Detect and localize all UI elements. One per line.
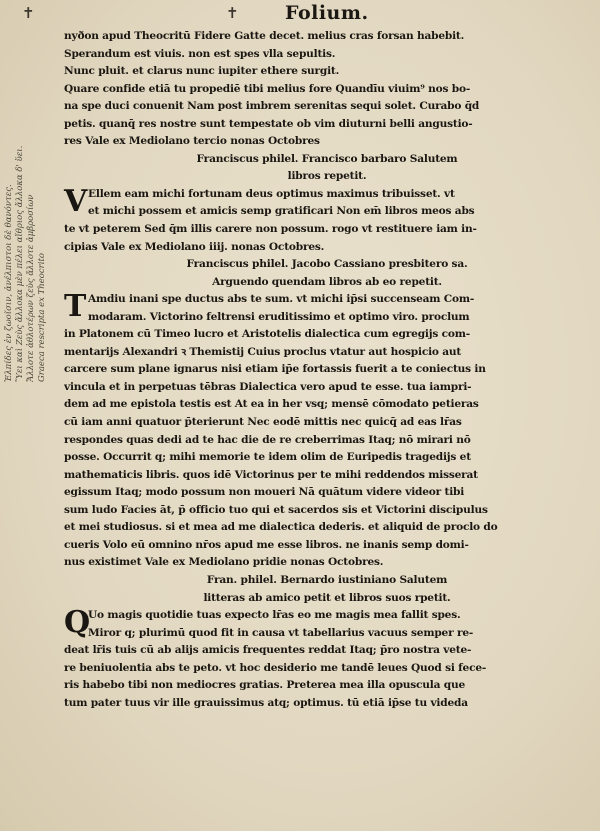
text-line: cueris Volo eū omnino nr̄os apud me esse libros. ne inanis semp domi- [64,538,469,551]
text-line: cū iam anni quatuor p̄terierunt Nec eodē mittis nec quicq̄ ad eas lr̄as [64,416,462,429]
handwritten-margin-note [4,22,59,382]
text-line: nus existimet Vale ex Mediolano pridie nonas Octobres. [64,556,384,569]
text-line: te vt peterem Sed q̄m illis carere non possum. rogo vt restituere iam in- [64,223,477,236]
drop-cap-initial: V [64,183,88,219]
text-line: Amdiu inani spe ductus abs te sum. vt michi ip̄si succenseam Com- [88,293,475,306]
text-line: mentarijs Alexandri ꝛ Themistij Cuius proclus vtatur aut hospicio aut [64,345,462,358]
cross-mark-icon: ✝ [226,4,239,22]
letter-subheading: Arguendo quendam libros ab eo repetit. [212,275,442,288]
body-text [64,28,590,712]
text-line: Uo magis quotidie tuas expecto lr̄as eo me magis mea fallit spes. [88,609,461,622]
text-line: Nunc pluit. et clarus nunc iupiter ethere surgit. [64,65,340,78]
text-line: tum pater tuus vir ille grauissimus atq; optimus. tū etiā ip̄se tu videda [64,696,468,709]
drop-cap-initial: T [64,289,87,325]
margin-note-line: Ἐλπίδες ἐν ζωοῖσιν, ἀνέλπιστοι δὲ θανόντες. [4,184,14,382]
letter-subheading: libros repetit. [287,170,367,183]
text-line: respondes quas dedi ad te hac die de re creberrimas Itaq; nō mirari nō [64,433,471,446]
text-line: vincula et in perpetuas tēbras Dialectica vero apud te esse. tua iampri- [64,380,472,393]
letter-heading: Fran. philel. Bernardo iustiniano Salutem [206,573,448,586]
letter-heading: Franciscus philel. Jacobo Cassiano presbitero sa. [186,258,468,271]
text-line: Ellem eam michi fortunam deus optimus maximus tribuisset. vt [88,187,455,200]
text-line: ris habebo tibi non mediocres gratias. Preterea mea illa opuscula que [64,679,466,692]
text-line: et michi possem et amicis semp gratificari Non em̄ libros meos abs [88,205,475,218]
text-line: dem ad me epistola testis est At ea in her vsq; mensē cōmodato petieras [64,398,479,411]
text-line: na spe duci conuenit Nam post imbrem serenitas sequi solet. Curabo q̄d [64,100,480,113]
margin-note-line: Graeca rescripta ex Theocrito [37,253,47,382]
text-line: posse. Occurrit q; mihi memorie te idem olim de Euripedis tragedijs et [64,451,471,464]
text-line: modaram. Victorino feltrensi eruditissimo et optimo viro. proclum [88,310,470,323]
text-line: re beniuolentia abs te peto. vt hoc desiderio me tandē leues Quod si fece- [64,661,487,674]
text-line: Miror q; plurimū quod fit in causa vt tabellarius vacuus semper re- [88,626,474,639]
text-line: cipias Vale ex Mediolano iiij. nonas Octobres. [64,240,325,253]
cross-mark-icon: ✝ [22,4,35,22]
text-line: egissum Itaq; modo possum non moueri Nā quātum videre videor tibi [64,486,465,499]
text-line: petis. quanq̄ res nostre sunt tempestate ob vim diuturni belli angustio- [64,117,473,130]
text-line: nyðon apud Theocritū Fidere Gatte decet. melius cras forsan habebit. [64,30,465,42]
text-line: in Platonem cū Timeo lucro et Aristotelis dialectica cum egregijs com- [64,328,470,341]
page-header: Folium. [285,2,369,24]
letter-block [64,607,590,642]
text-line: Sperandum est viuis. non est spes vlla sepultis. [64,47,336,60]
margin-note-line: Ὕει καὶ Ζεὺς ἄλλοκα μὲν πέλει αἴθριος ἄλλοκα δ' ὕει. [15,145,25,382]
text-line: sum ludo Facies āt, p̄ officio tuo qui et sacerdos sis et Victorini discipulus [64,503,488,516]
letter-block [64,291,590,326]
letter-subheading: litteras ab amico petit et libros suos rpetit. [203,591,451,604]
text-line: mathematicis libris. quos idē Victorinus per te mihi reddendos misserat [64,468,478,481]
letter-block [64,183,590,221]
text-line: deat lr̄is tuis cū ab alijs amicis frequentes reddat Itaq; p̄ro nostra vete- [64,644,472,657]
text-line: carcere sum plane ignarus nisi etiam ip̄e fortassis fuerit a te coniectus in [64,363,486,376]
letter-heading: Franciscus philel. Francisco barbaro Salutem [196,152,458,165]
margin-note-line: Ἄλλοτε ἀθλοτέρων ζεὺς ἄλλοτε ἀμβροσίων [26,194,36,382]
text-line: et mei studiosus. si et mea ad me dialectica dederis. et aliquid de proclo do [64,521,498,534]
text-line: Quare confide etiā tu propediē tibi melius fore Quandīu viuim⁹ nos bo- [64,82,471,95]
text-line: res Vale ex Mediolano tercio nonas Octobres [64,135,320,148]
drop-cap-initial: Q [64,605,90,641]
